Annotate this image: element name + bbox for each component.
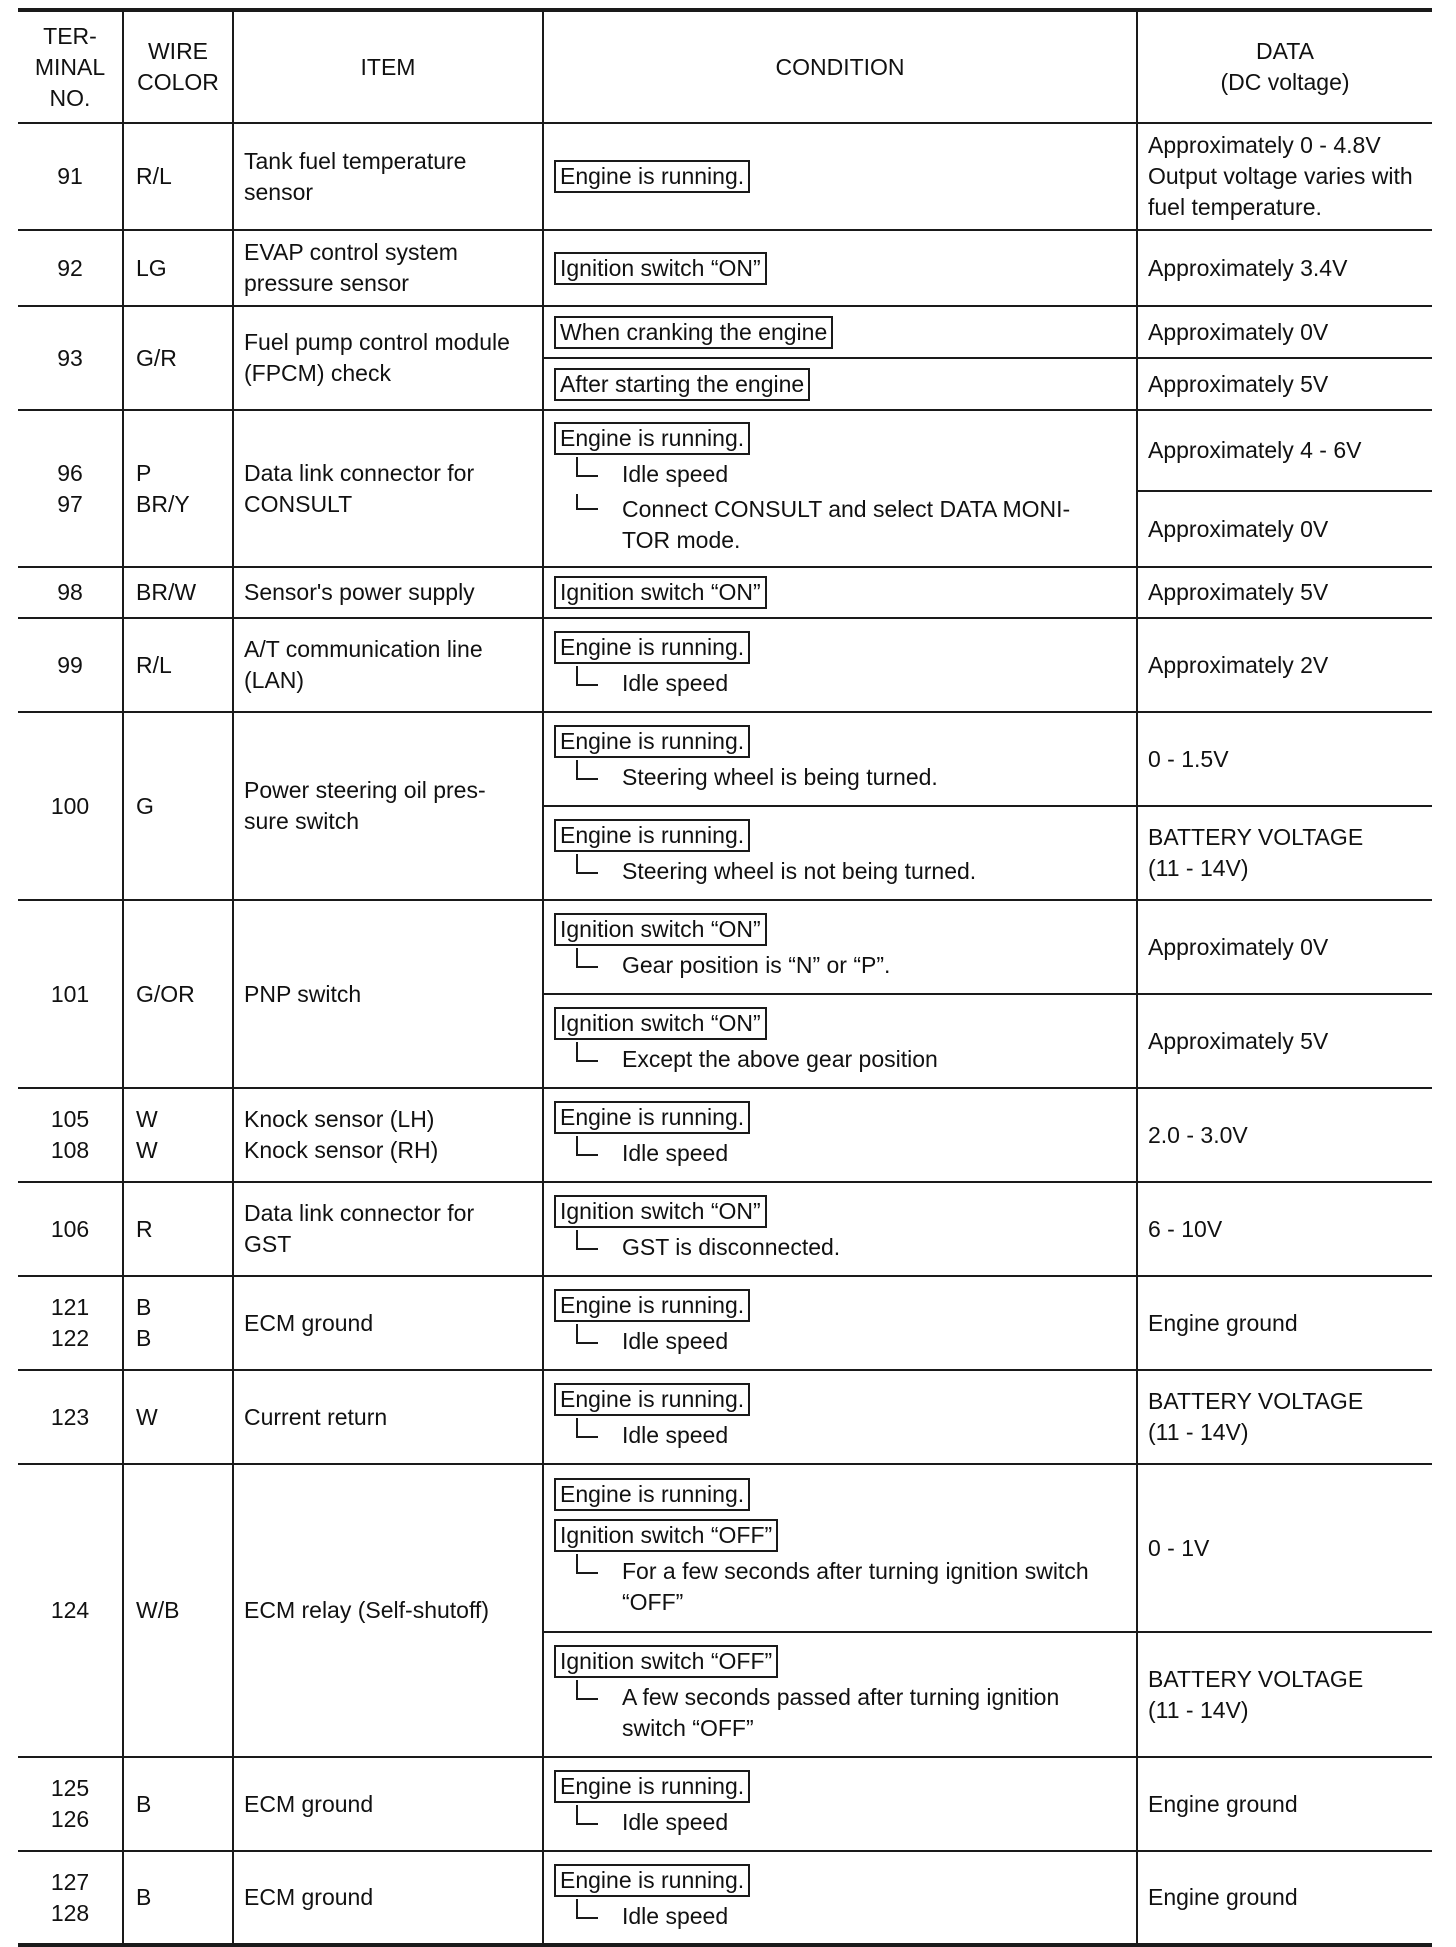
data-value: 6 - 10V [1148, 1215, 1223, 1242]
condition-box-label: Ignition switch “OFF” [554, 1519, 778, 1552]
sub-condition-text: Idle speed [622, 1902, 729, 1929]
wire-color: P [136, 459, 152, 486]
item-cell [233, 1088, 543, 1182]
terminal-no: 97 [57, 490, 83, 517]
terminal-no: 92 [57, 254, 83, 281]
item-cell [233, 230, 543, 306]
table-row [18, 567, 1432, 618]
header-terminal-no: TER- MINAL NO. [18, 10, 123, 123]
data-value: 2.0 - 3.0V [1148, 1121, 1248, 1148]
terminal-no: 91 [57, 163, 83, 189]
data-cell [1137, 1182, 1432, 1276]
condition-cell [543, 358, 1137, 410]
data-cell [1137, 1088, 1432, 1182]
sub-condition-text: Idle speed [622, 1328, 729, 1354]
data-cell [1137, 358, 1432, 410]
condition-box [554, 572, 1126, 613]
data-cell [1137, 1370, 1432, 1464]
table-row [18, 410, 1432, 567]
item-text: ECM ground [244, 1884, 374, 1910]
condition-box-label: Engine is running. [554, 631, 750, 664]
data-cell [1137, 712, 1432, 806]
wire-color: W [136, 1106, 158, 1132]
table-row [18, 1757, 1432, 1851]
item-text: GST [244, 1231, 292, 1257]
data-value: 0 - 1.5V [1148, 745, 1229, 772]
sub-condition [554, 494, 1126, 556]
wire-color: R/L [136, 163, 172, 189]
table-row [18, 1370, 1432, 1464]
terminal-no-cell [18, 900, 123, 1088]
condition-box [554, 627, 1126, 668]
data-value: BATTERY VOLTAGE [1148, 1665, 1364, 1692]
wire-color-cell [123, 567, 233, 618]
data-value: Engine ground [1148, 1790, 1298, 1817]
item-text: ECM ground [244, 1309, 374, 1336]
sub-condition [554, 668, 1126, 699]
data-value: Approximately 4 - 6V [1148, 437, 1362, 463]
data-value: Approximately 0V [1148, 318, 1329, 345]
data-value: Approximately 0 - 4.8V [1148, 132, 1381, 158]
sub-condition [554, 1044, 1126, 1075]
item-cell [233, 410, 543, 567]
table-row [18, 123, 1432, 230]
table-row [18, 1182, 1432, 1276]
terminal-no-cell [18, 1464, 123, 1757]
table-row [18, 306, 1432, 358]
condition-box-label: Ignition switch “OFF” [554, 1645, 778, 1678]
ecm-terminal-table [18, 8, 1432, 1947]
condition-cell [543, 1851, 1137, 1945]
condition-box [554, 909, 1126, 950]
sub-condition [554, 1901, 1126, 1932]
wire-color: B [136, 1294, 152, 1320]
terminal-no-cell [18, 618, 123, 712]
wire-color: G [136, 792, 154, 819]
table-row [18, 1464, 1432, 1632]
terminal-no: 101 [50, 980, 90, 1007]
item-text: PNP switch [244, 980, 362, 1007]
item-text: Data link connector for [244, 459, 475, 486]
sub-condition [554, 459, 1126, 490]
terminal-no: 128 [50, 1899, 90, 1926]
table-body [18, 123, 1432, 1945]
condition-cell [543, 567, 1137, 618]
condition-cell [543, 410, 1137, 567]
terminal-no: 125 [50, 1775, 90, 1801]
item-text: Knock sensor (RH) [244, 1137, 439, 1163]
table-row [18, 1851, 1432, 1945]
terminal-no-cell [18, 306, 123, 410]
condition-cell [543, 123, 1137, 230]
wire-color-cell [123, 1757, 233, 1851]
data-value: (11 - 14V) [1148, 855, 1249, 881]
wire-color: G/R [136, 344, 177, 371]
condition-cell [543, 712, 1137, 806]
condition-cell [543, 994, 1137, 1088]
wire-color-cell [123, 900, 233, 1088]
condition-box [554, 248, 1126, 289]
sub-condition-text: GST is disconnected. [622, 1234, 841, 1260]
wire-color-cell [123, 123, 233, 230]
data-value: Approximately 0V [1148, 933, 1329, 960]
data-cell [1137, 806, 1432, 900]
item-text: A/T communication line [244, 636, 483, 662]
terminal-no: 127 [50, 1868, 90, 1895]
data-value: (11 - 14V) [1148, 1696, 1249, 1723]
condition-box [554, 312, 1126, 353]
sub-condition-text: TOR mode. [622, 526, 741, 553]
terminal-no: 121 [50, 1294, 90, 1320]
terminal-no-cell [18, 567, 123, 618]
terminal-no: 124 [50, 1597, 90, 1623]
wire-color-cell [123, 1370, 233, 1464]
sub-condition-text: For a few seconds after turning ignition switch [622, 1558, 1089, 1584]
condition-box-label: Engine is running. [554, 160, 750, 193]
item-text: (LAN) [244, 667, 305, 693]
sub-condition-text: Steering wheel is not being turned. [622, 858, 977, 884]
terminal-no-cell [18, 712, 123, 900]
data-value: Approximately 5V [1148, 1027, 1329, 1054]
terminal-no: 93 [57, 344, 83, 371]
condition-box [554, 815, 1126, 856]
header-data: DATA (DC voltage) [1137, 10, 1432, 123]
wire-color-cell [123, 230, 233, 306]
data-cell [1137, 1464, 1432, 1632]
wire-color-cell [123, 306, 233, 410]
wire-color-cell [123, 712, 233, 900]
sub-condition-text: Idle speed [622, 1140, 729, 1166]
condition-box [554, 418, 1126, 459]
table-row [18, 1276, 1432, 1370]
condition-cell [543, 900, 1137, 994]
wire-color: BR/W [136, 579, 197, 605]
item-text: pressure sensor [244, 270, 409, 296]
data-cell [1137, 230, 1432, 306]
condition-cell [543, 618, 1137, 712]
header-wire-color: WIRE COLOR [123, 10, 233, 123]
table-row [18, 618, 1432, 712]
terminal-no-cell [18, 1276, 123, 1370]
wire-color: R/L [136, 651, 172, 678]
condition-box [554, 1474, 1126, 1515]
sub-condition-text: Idle speed [622, 1809, 729, 1835]
sub-condition-text: Except the above gear position [622, 1046, 938, 1072]
data-value-upper [1138, 411, 1432, 492]
condition-box-label: Engine is running. [554, 1478, 750, 1511]
table-header [18, 10, 1432, 123]
header-item: ITEM [233, 10, 543, 123]
wire-color: B [136, 1325, 152, 1351]
item-cell [233, 306, 543, 410]
terminal-no-cell [18, 123, 123, 230]
data-value: fuel temperature. [1148, 194, 1322, 220]
item-text: sure switch [244, 808, 360, 834]
data-cell [1137, 410, 1432, 567]
data-value: Engine ground [1148, 1309, 1298, 1336]
table-row [18, 230, 1432, 306]
data-value: Approximately 3.4V [1148, 254, 1348, 281]
data-value: Approximately 5V [1148, 579, 1329, 605]
data-value: Approximately 0V [1148, 515, 1329, 542]
item-cell [233, 618, 543, 712]
data-value: 0 - 1V [1148, 1534, 1210, 1561]
condition-box-label: Ignition switch “ON” [554, 1195, 767, 1228]
sub-condition [554, 1556, 1126, 1618]
item-cell [233, 1464, 543, 1757]
wire-color: LG [136, 254, 167, 281]
wire-color: W/B [136, 1597, 180, 1623]
terminal-no-cell [18, 1370, 123, 1464]
sub-condition [554, 1682, 1126, 1744]
item-text: Sensor's power supply [244, 579, 475, 605]
data-cell [1137, 1851, 1432, 1945]
condition-cell [543, 806, 1137, 900]
wire-color-cell [123, 1182, 233, 1276]
wire-color-cell [123, 1088, 233, 1182]
terminal-no: 126 [50, 1806, 90, 1832]
wire-color: B [136, 1790, 152, 1817]
item-text: (FPCM) check [244, 360, 391, 386]
terminal-data-sheet [18, 8, 1432, 1947]
wire-color-cell [123, 1464, 233, 1757]
item-cell [233, 123, 543, 230]
condition-cell [543, 1464, 1137, 1632]
sub-condition [554, 762, 1126, 793]
item-text: ECM relay (Self-shutoff) [244, 1597, 489, 1623]
condition-box-label: When cranking the engine [554, 316, 833, 349]
data-cell [1137, 306, 1432, 358]
wire-color-cell [123, 1276, 233, 1370]
sub-condition [554, 1807, 1126, 1838]
condition-box-label: Engine is running. [554, 1383, 750, 1416]
condition-cell [543, 1370, 1137, 1464]
condition-box [554, 721, 1126, 762]
wire-color: BR/Y [136, 490, 190, 517]
condition-cell [543, 1757, 1137, 1851]
sub-condition-text: A few seconds passed after turning ignition [622, 1684, 1060, 1710]
item-cell [233, 1370, 543, 1464]
terminal-no: 108 [50, 1137, 90, 1163]
condition-box [554, 1191, 1126, 1232]
data-value: (11 - 14V) [1148, 1419, 1249, 1445]
data-cell [1137, 1276, 1432, 1370]
condition-box-label: Ignition switch “ON” [554, 576, 767, 609]
data-value: Engine ground [1148, 1884, 1298, 1910]
condition-cell [543, 230, 1137, 306]
terminal-no: 123 [50, 1403, 90, 1430]
item-text: sensor [244, 178, 314, 205]
item-text: EVAP control system [244, 239, 458, 265]
terminal-no: 99 [57, 651, 83, 678]
sub-condition-text: Idle speed [622, 670, 729, 696]
data-cell [1137, 618, 1432, 712]
wire-color: W [136, 1137, 158, 1163]
condition-box [554, 1097, 1126, 1138]
table-row [18, 900, 1432, 994]
wire-color-cell [123, 618, 233, 712]
condition-box [554, 364, 1126, 405]
condition-box-label: Engine is running. [554, 1101, 750, 1134]
sub-condition-text: Idle speed [622, 1422, 729, 1448]
item-text: CONSULT [244, 490, 353, 517]
condition-box [554, 156, 1126, 197]
terminal-no: 100 [50, 792, 90, 819]
sub-condition-text: Idle speed [622, 460, 729, 487]
terminal-no-cell [18, 1851, 123, 1945]
wire-color-cell [123, 1851, 233, 1945]
condition-cell [543, 1632, 1137, 1757]
terminal-no: 96 [57, 459, 83, 486]
data-value-lower [1138, 492, 1432, 566]
sub-condition [554, 950, 1126, 981]
item-text: Data link connector for [244, 1200, 475, 1226]
data-cell [1137, 1757, 1432, 1851]
terminal-no-cell [18, 1757, 123, 1851]
item-cell [233, 567, 543, 618]
condition-cell [543, 306, 1137, 358]
table-row [18, 712, 1432, 806]
terminal-no-cell [18, 1182, 123, 1276]
data-value: Approximately 5V [1148, 370, 1329, 397]
item-cell [233, 1182, 543, 1276]
data-value: BATTERY VOLTAGE [1148, 1388, 1364, 1414]
condition-box-label: Engine is running. [554, 1864, 750, 1897]
terminal-no: 105 [50, 1106, 90, 1132]
condition-cell [543, 1182, 1137, 1276]
item-cell [233, 900, 543, 1088]
condition-box-label: Engine is running. [554, 1770, 750, 1803]
condition-box [554, 1860, 1126, 1901]
wire-color: W [136, 1403, 158, 1430]
item-text: ECM ground [244, 1790, 374, 1817]
condition-cell [543, 1088, 1137, 1182]
terminal-no: 122 [50, 1325, 90, 1351]
condition-box-label: After starting the engine [554, 368, 810, 401]
condition-box-label: Engine is running. [554, 422, 750, 455]
condition-box-label: Ignition switch “ON” [554, 1007, 767, 1040]
wire-color: R [136, 1215, 153, 1242]
data-cell [1137, 994, 1432, 1088]
terminal-no-cell [18, 230, 123, 306]
condition-box-label: Ignition switch “ON” [554, 252, 767, 285]
item-cell [233, 712, 543, 900]
item-text: Knock sensor (LH) [244, 1106, 435, 1132]
data-cell [1137, 1632, 1432, 1757]
item-text: Fuel pump control module [244, 329, 510, 355]
condition-box-label: Engine is running. [554, 1289, 750, 1322]
header-condition: CONDITION [543, 10, 1137, 123]
condition-box [554, 1641, 1126, 1682]
data-value: Approximately 2V [1148, 651, 1329, 678]
data-cell [1137, 123, 1432, 230]
sub-condition-text: Gear position is “N” or “P”. [622, 952, 891, 978]
sub-condition-text: Steering wheel is being turned. [622, 764, 938, 790]
sub-condition [554, 856, 1126, 887]
condition-box-label: Engine is running. [554, 819, 750, 852]
condition-box [554, 1003, 1126, 1044]
wire-color-cell [123, 410, 233, 567]
item-text: Tank fuel temperature [244, 147, 467, 174]
condition-box [554, 1379, 1126, 1420]
sub-condition [554, 1232, 1126, 1263]
item-cell [233, 1851, 543, 1945]
item-cell [233, 1276, 543, 1370]
data-cell [1137, 567, 1432, 618]
item-text: Current return [244, 1403, 388, 1430]
wire-color: G/OR [136, 980, 195, 1007]
sub-condition [554, 1326, 1126, 1357]
condition-box-label: Ignition switch “ON” [554, 913, 767, 946]
sub-condition-text: switch “OFF” [622, 1715, 754, 1741]
terminal-no: 98 [57, 579, 83, 605]
condition-cell [543, 1276, 1137, 1370]
condition-box [554, 1515, 1126, 1556]
terminal-no: 106 [50, 1215, 90, 1242]
table-row [18, 1088, 1432, 1182]
sub-condition [554, 1420, 1126, 1451]
data-value: BATTERY VOLTAGE [1148, 824, 1364, 850]
item-cell [233, 1757, 543, 1851]
condition-box [554, 1766, 1126, 1807]
sub-condition-text: Connect CONSULT and select DATA MONI- [622, 495, 1071, 522]
sub-condition-text: “OFF” [622, 1589, 684, 1615]
data-cell [1137, 900, 1432, 994]
condition-box [554, 1285, 1126, 1326]
sub-condition [554, 1138, 1126, 1169]
condition-box-label: Engine is running. [554, 725, 750, 758]
item-text: Power steering oil pres- [244, 777, 486, 803]
terminal-no-cell [18, 1088, 123, 1182]
data-value: Output voltage varies with [1148, 163, 1413, 189]
wire-color: B [136, 1884, 152, 1910]
terminal-no-cell [18, 410, 123, 567]
